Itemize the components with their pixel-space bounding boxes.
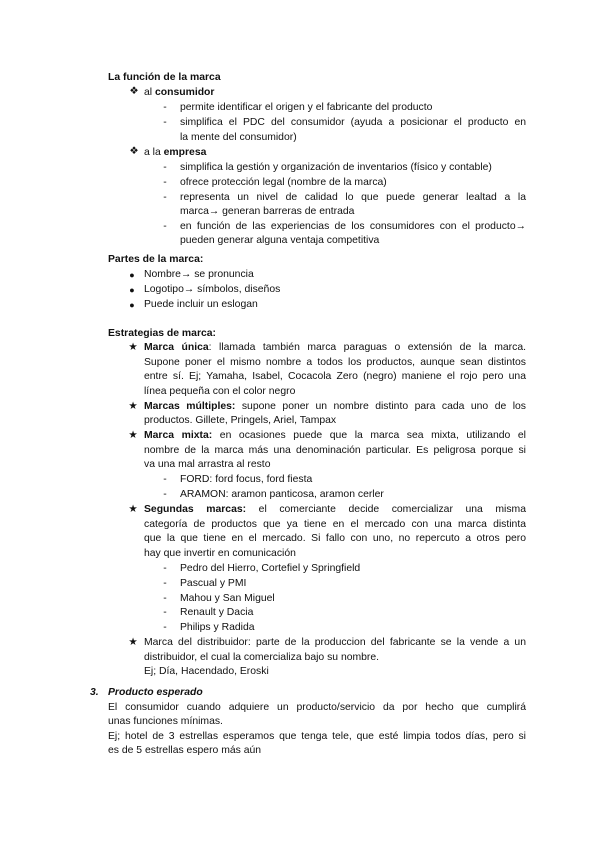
section-title-partes: Partes de la marca: bbox=[108, 254, 204, 265]
list-item: simplifica la gestión y organización de inventarios (físico y contable) bbox=[180, 162, 492, 173]
dash-marker: - bbox=[163, 474, 167, 485]
dash-marker: - bbox=[163, 177, 167, 188]
list-item-continuation: pueden generar alguna ventaja competitiva bbox=[180, 235, 380, 246]
list-item-continuation: la mente del consumidor) bbox=[180, 132, 297, 143]
list-item: Nombre→ se pronuncia bbox=[144, 269, 254, 280]
strategy-text-line: entre sí. Ej; Yamaha, Isabel, Cocacola Zero (negro) maniene el rojo pero una bbox=[144, 371, 526, 382]
strategy-marca-distribuidor: Marca del distribuidor: parte de la produccion del fabricante se la vende a un bbox=[144, 637, 526, 648]
bullet-icon: ● bbox=[129, 285, 135, 295]
dash-marker: - bbox=[163, 593, 167, 604]
list-item: Puede incluir un eslogan bbox=[144, 299, 258, 310]
list-item: permite identificar el origen y el fabricante del producto bbox=[180, 102, 433, 113]
strategy-marcas-multiples: Marcas múltiples: supone poner un nombre distinto para cada uno de los bbox=[144, 401, 527, 412]
paragraph-line: unas funciones mínimas. bbox=[108, 716, 223, 727]
example-item: FORD: ford focus, ford fiesta bbox=[180, 474, 313, 485]
section-title-funcion: La función de la marca bbox=[108, 72, 221, 83]
example-item: Renault y Dacia bbox=[180, 607, 254, 618]
dash-marker: - bbox=[163, 622, 167, 633]
list-item: en función de las experiencias de los consumidores con el producto→ bbox=[180, 221, 526, 232]
paragraph-line: es de 5 estrellas espero más aún bbox=[108, 745, 262, 756]
dash-marker: - bbox=[163, 578, 167, 589]
bullet-icon: ● bbox=[129, 270, 135, 280]
list-item: Logotipo→ símbolos, diseños bbox=[144, 284, 281, 295]
diamond-bullet-icon: ❖ bbox=[129, 146, 139, 157]
dash-marker: - bbox=[163, 489, 167, 500]
strategy-segundas-marcas: Segundas marcas: el comerciante decide comercializar una misma bbox=[144, 504, 526, 515]
diamond-bullet-icon: ❖ bbox=[129, 86, 139, 97]
strategy-text-line: hay que invertir en comunicación bbox=[144, 548, 296, 559]
list-item: simplifica el PDC del consumidor (ayuda a posicionar el producto en bbox=[180, 117, 526, 128]
dash-marker: - bbox=[163, 102, 167, 113]
dash-marker: - bbox=[163, 607, 167, 618]
list-item: representa un nivel de calidad lo que puede generar lealtad a la bbox=[180, 192, 526, 203]
strategy-marca-mixta: Marca mixta: en ocasiones puede que la marca sea mixta, utilizando el bbox=[144, 430, 526, 441]
star-bullet-icon: ★ bbox=[128, 401, 138, 412]
list-item: ofrece protección legal (nombre de la marca) bbox=[180, 177, 387, 188]
dash-marker: - bbox=[163, 117, 167, 128]
section-title-estrategias: Estrategias de marca: bbox=[108, 328, 217, 339]
bullet-icon: ● bbox=[129, 300, 135, 310]
example-item: ARAMON: aramon panticosa, aramon cerler bbox=[180, 489, 384, 500]
example-item: Pascual y PMI bbox=[180, 578, 247, 589]
star-bullet-icon: ★ bbox=[128, 504, 138, 515]
star-bullet-icon: ★ bbox=[128, 637, 138, 648]
star-bullet-icon: ★ bbox=[128, 342, 138, 353]
strategy-text-line: productos. Gillete, Pringels, Ariel, Tampax bbox=[144, 415, 337, 426]
star-bullet-icon: ★ bbox=[128, 430, 138, 441]
section-title-producto: Producto esperado bbox=[108, 687, 203, 698]
strategy-text-line: nombre de la marca más una denominación particular. Es peligrosa porque si bbox=[144, 445, 526, 456]
strategy-text-line: categoría de productos que ya tiene en el mercado con una marca distinta bbox=[144, 519, 526, 530]
dash-marker: - bbox=[163, 192, 167, 203]
dash-marker: - bbox=[163, 221, 167, 232]
subheading-consumidor: al consumidor bbox=[144, 87, 215, 98]
strategy-text-line: distribuidor, el cual la comercializa bajo su nombre. bbox=[144, 652, 380, 663]
example-item: Philips y Radida bbox=[180, 622, 255, 633]
paragraph-line: El consumidor cuando adquiere un producto/servicio da por hecho que cumplirá bbox=[108, 702, 526, 713]
strategy-text-line: que la que tiene en el mercado. Si fallo con uno, no repercuto a otros pero bbox=[144, 533, 526, 544]
dash-marker: - bbox=[163, 162, 167, 173]
strategy-text-line: Supone poner el mismo nombre a todos los productos, aunque sean distintos bbox=[144, 357, 526, 368]
strategy-marca-unica: Marca única: llamada también marca paraguas o extensión de la marca. bbox=[144, 342, 527, 353]
strategy-text-line: va una mal arrastra al resto bbox=[144, 459, 271, 470]
section-number: 3. bbox=[90, 687, 99, 698]
paragraph-line: Ej; hotel de 3 estrellas esperamos que tenga tele, que esté limpia todos días, pero si bbox=[108, 731, 526, 742]
list-item-continuation: marca→ generan barreras de entrada bbox=[180, 206, 355, 217]
subheading-empresa: a la empresa bbox=[144, 147, 207, 158]
strategy-text-line: línea pequeña con el color negro bbox=[144, 386, 296, 397]
dash-marker: - bbox=[163, 563, 167, 574]
example-item: Mahou y San Miguel bbox=[180, 593, 275, 604]
example-item: Pedro del Hierro, Cortefiel y Springfield bbox=[180, 563, 361, 574]
strategy-text-line: Ej; Día, Hacendado, Eroski bbox=[144, 666, 269, 677]
